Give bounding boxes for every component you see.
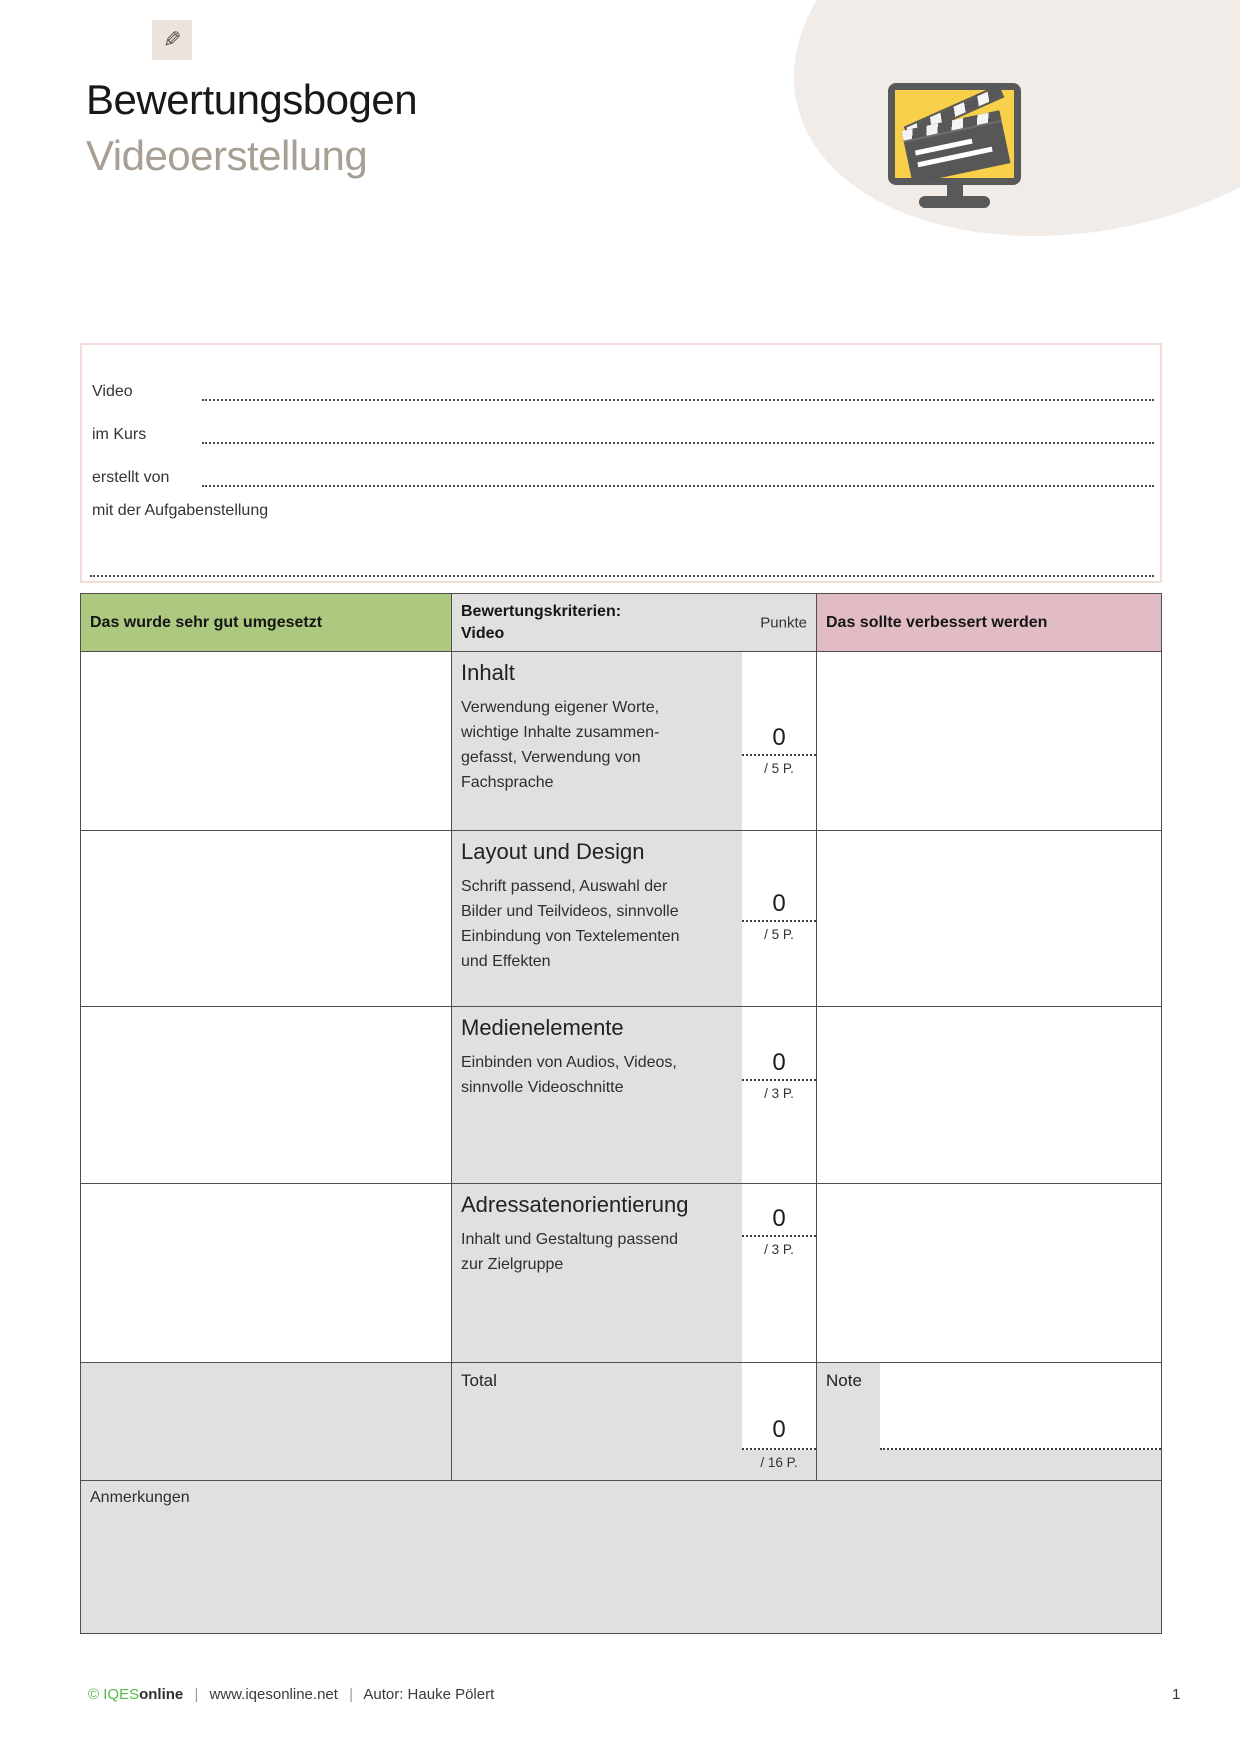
pencil-icon: ✎ bbox=[162, 27, 182, 52]
points-cell-layout bbox=[742, 831, 817, 1007]
column-header-points: Punkte bbox=[760, 614, 807, 631]
positive-comment-cell-medien[interactable] bbox=[81, 1007, 452, 1184]
info-box bbox=[80, 343, 1162, 583]
note-input-box[interactable] bbox=[880, 1363, 1161, 1450]
criterion-cell-inhalt bbox=[452, 652, 742, 831]
negative-comment-cell-adressaten[interactable] bbox=[817, 1184, 1161, 1363]
total-score-max: / 16 P. bbox=[760, 1455, 798, 1470]
column-header-criteria bbox=[452, 594, 817, 652]
criteria-header-line2: Video bbox=[461, 625, 505, 642]
negative-comment-cell-medien[interactable] bbox=[817, 1007, 1161, 1184]
page-subtitle: Videoerstellung bbox=[86, 132, 368, 179]
points-cell-adressaten bbox=[742, 1184, 817, 1363]
total-points-cell bbox=[742, 1363, 817, 1481]
criterion-cell-medien bbox=[452, 1007, 742, 1184]
fill-line-erstellt-von[interactable] bbox=[202, 485, 1154, 487]
score-value[interactable]: 0 bbox=[742, 1203, 816, 1237]
negative-comment-cell-inhalt[interactable] bbox=[817, 652, 1161, 831]
criterion-description: Schrift passend, Auswahl der Bilder und Teilvideos, sinnvolle Einbindung von Textelementen und Effekten bbox=[461, 878, 680, 970]
column-header-negative: Das sollte verbessert werden bbox=[817, 594, 1161, 652]
criteria-header-line1: Bewertungskriterien: bbox=[461, 603, 622, 620]
fill-line-video[interactable] bbox=[202, 399, 1154, 401]
footer-url: www.iqesonline.net bbox=[209, 1686, 338, 1703]
criterion-title: Layout und Design bbox=[461, 839, 645, 864]
rating-table bbox=[80, 593, 1162, 1634]
score-value[interactable]: 0 bbox=[742, 722, 816, 756]
criterion-description: Verwendung eigener Worte, wichtige Inhalte zusammen-gefasst, Verwendung von Fachsprache bbox=[461, 699, 660, 791]
criterion-title: Medienelemente bbox=[461, 1015, 624, 1040]
criterion-description: Inhalt und Gestaltung passend zur Zielgruppe bbox=[461, 1231, 679, 1273]
score-max: / 5 P. bbox=[764, 761, 794, 776]
field-label-kurs: im Kurs bbox=[92, 426, 147, 443]
positive-comment-cell-adressaten[interactable] bbox=[81, 1184, 452, 1363]
criterion-description: Einbinden von Audios, Videos, sinnvolle Videoschnitte bbox=[461, 1054, 677, 1096]
footer bbox=[88, 1686, 494, 1703]
positive-comment-cell-layout[interactable] bbox=[81, 831, 452, 1007]
copyright-symbol: © bbox=[88, 1686, 100, 1703]
fill-line-kurs[interactable] bbox=[202, 442, 1154, 444]
score-max: / 3 P. bbox=[764, 1242, 794, 1257]
total-score-value[interactable]: 0 bbox=[742, 1363, 816, 1450]
brand-iqes: IQES bbox=[103, 1686, 140, 1703]
total-label: Total bbox=[452, 1363, 742, 1481]
criterion-cell-adressaten bbox=[452, 1184, 742, 1363]
positive-comment-cell-inhalt[interactable] bbox=[81, 652, 452, 831]
note-cell bbox=[817, 1363, 1161, 1481]
points-cell-medien bbox=[742, 1007, 817, 1184]
criterion-title: Inhalt bbox=[461, 660, 515, 685]
pencil-icon-box bbox=[152, 20, 192, 60]
negative-comment-cell-layout[interactable] bbox=[817, 831, 1161, 1007]
criterion-title: Adressatenorientierung bbox=[461, 1192, 689, 1217]
note-label: Note bbox=[826, 1371, 862, 1390]
total-row-left-cell bbox=[81, 1363, 452, 1481]
fill-line-aufgabenstellung[interactable] bbox=[90, 575, 1154, 577]
footer-author: Autor: Hauke Pölert bbox=[363, 1686, 495, 1703]
footer-separator: | bbox=[349, 1686, 354, 1703]
score-max: / 5 P. bbox=[764, 927, 794, 942]
score-value[interactable]: 0 bbox=[742, 888, 816, 922]
score-value[interactable]: 0 bbox=[742, 1047, 816, 1081]
points-cell-inhalt bbox=[742, 652, 817, 831]
criterion-cell-layout bbox=[452, 831, 742, 1007]
field-label-aufgabenstellung: mit der Aufgabenstellung bbox=[92, 502, 269, 519]
annotations-cell[interactable]: Anmerkungen bbox=[81, 1481, 1161, 1633]
score-max: / 3 P. bbox=[764, 1086, 794, 1101]
brand-online: online bbox=[139, 1686, 184, 1703]
footer-separator: | bbox=[194, 1686, 199, 1703]
field-label-erstellt-von: erstellt von bbox=[92, 469, 170, 486]
monitor-stand-base bbox=[919, 196, 990, 208]
monitor-clapperboard-icon bbox=[888, 83, 1021, 213]
field-label-video: Video bbox=[92, 383, 133, 400]
page-number: 1 bbox=[1172, 1686, 1181, 1703]
page-title: Bewertungsbogen bbox=[86, 76, 418, 123]
column-header-positive: Das wurde sehr gut umgesetzt bbox=[81, 594, 452, 652]
